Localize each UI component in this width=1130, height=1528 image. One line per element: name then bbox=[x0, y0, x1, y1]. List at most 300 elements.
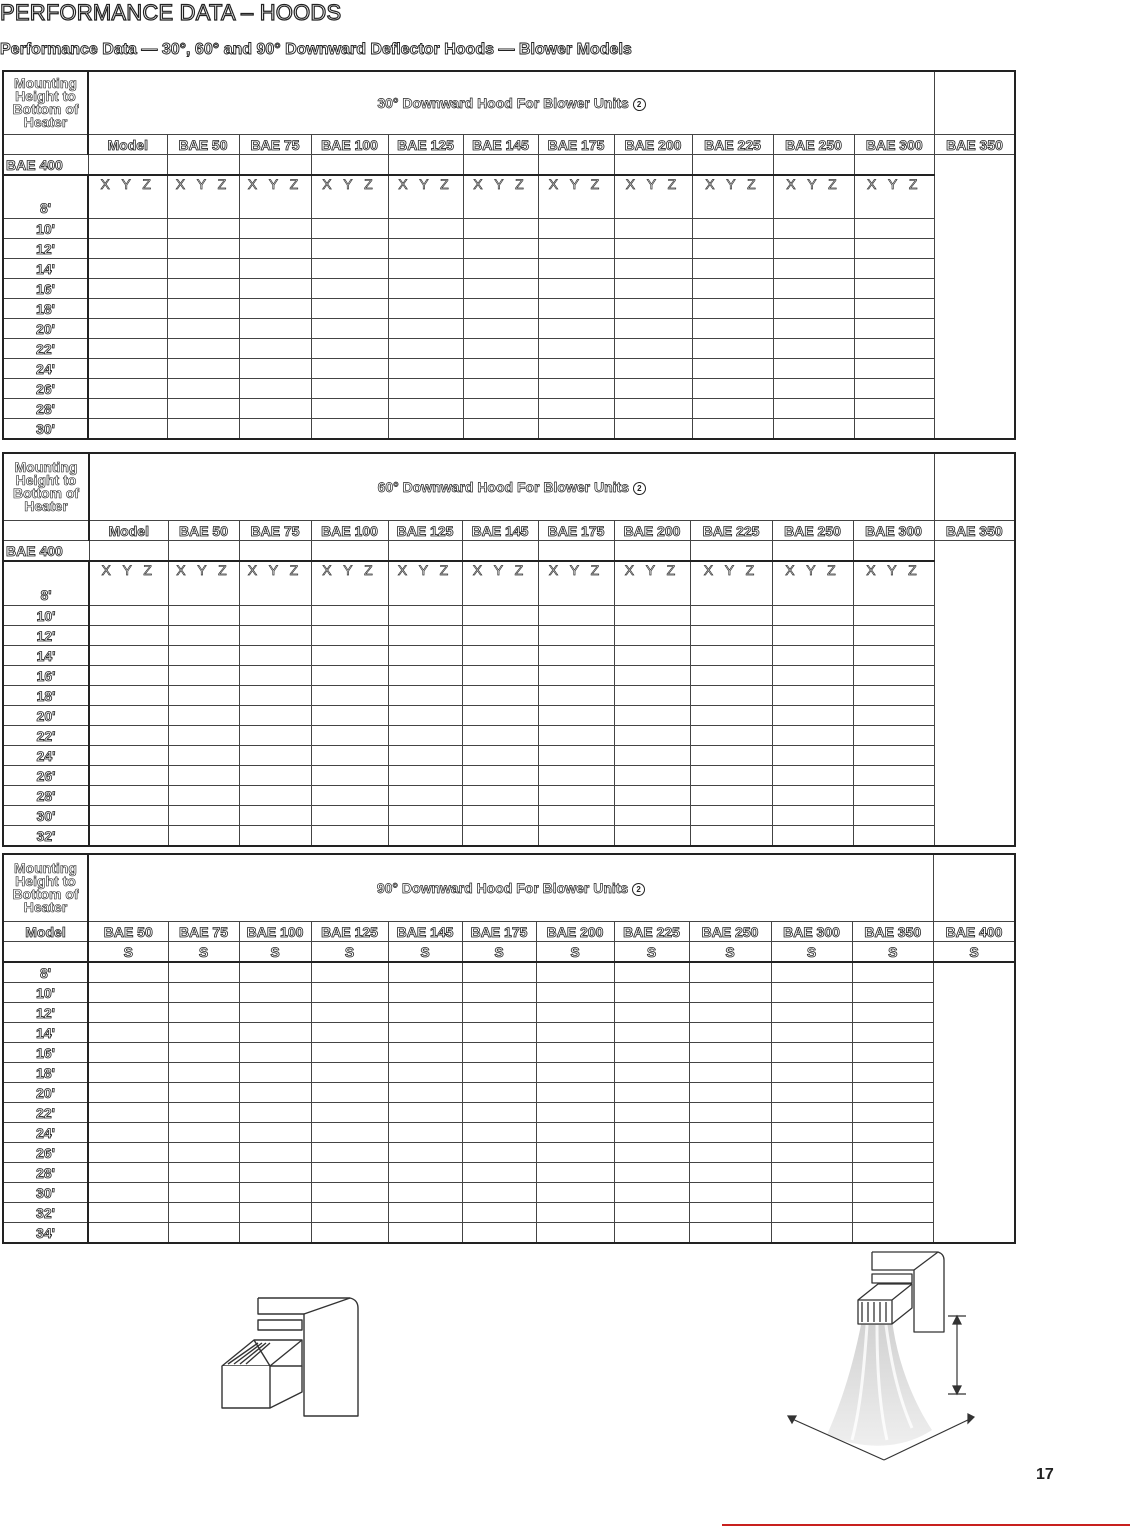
data-cell bbox=[168, 983, 239, 1003]
data-cell bbox=[773, 279, 854, 299]
data-cell bbox=[388, 1063, 462, 1083]
data-cell bbox=[168, 962, 239, 983]
data-cell bbox=[388, 419, 463, 440]
mounting-height-cell: 22' bbox=[3, 1103, 88, 1123]
data-cell bbox=[854, 319, 935, 339]
data-cell bbox=[388, 786, 462, 806]
data-cell bbox=[239, 1063, 311, 1083]
data-cell bbox=[311, 1203, 388, 1223]
data-cell bbox=[536, 1083, 614, 1103]
data-cell bbox=[168, 606, 239, 626]
data-cell bbox=[463, 359, 538, 379]
data-cell bbox=[614, 1203, 689, 1223]
data-cell bbox=[89, 646, 168, 666]
circled-note-icon: 2 bbox=[633, 98, 646, 111]
data-cell bbox=[311, 1043, 388, 1063]
data-cell bbox=[690, 826, 772, 847]
model-header: BAE 225 bbox=[690, 521, 772, 541]
data-cell bbox=[772, 706, 853, 726]
mounting-height-cell: 22' bbox=[3, 726, 89, 746]
mounting-height-cell: 20' bbox=[3, 319, 88, 339]
data-cell bbox=[614, 1023, 689, 1043]
data-cell bbox=[88, 1163, 168, 1183]
data-cell bbox=[311, 1003, 388, 1023]
data-cell bbox=[311, 626, 388, 646]
table-row bbox=[3, 259, 1015, 279]
data-cell: X Y Z bbox=[388, 175, 463, 219]
table-90-degree-hood bbox=[2, 853, 1016, 1244]
data-cell bbox=[614, 1003, 689, 1023]
data-cell bbox=[311, 686, 388, 706]
data-cell bbox=[614, 259, 692, 279]
data-cell bbox=[772, 806, 853, 826]
data-cell: X Y Z bbox=[692, 175, 773, 219]
data-cell bbox=[536, 1163, 614, 1183]
data-cell bbox=[239, 766, 311, 786]
data-cell bbox=[89, 706, 168, 726]
data-cell bbox=[614, 1183, 689, 1203]
s-header: S bbox=[852, 942, 934, 963]
data-cell bbox=[388, 239, 463, 259]
table-row bbox=[3, 359, 1015, 379]
data-cell bbox=[463, 239, 538, 259]
data-cell bbox=[852, 1003, 934, 1023]
data-cell bbox=[239, 983, 311, 1003]
data-cell bbox=[388, 259, 463, 279]
model-header: BAE 300 bbox=[771, 922, 852, 942]
mounting-height-cell: 12' bbox=[3, 239, 88, 259]
data-cell bbox=[239, 319, 311, 339]
data-cell bbox=[462, 1043, 536, 1063]
data-cell bbox=[168, 706, 239, 726]
data-cell bbox=[692, 299, 773, 319]
data-cell bbox=[771, 1143, 852, 1163]
data-cell bbox=[239, 1043, 311, 1063]
data-cell bbox=[538, 806, 614, 826]
data-cell bbox=[536, 1043, 614, 1063]
mounting-height-cell: 30' bbox=[3, 419, 88, 440]
mounting-height-cell: 32' bbox=[3, 826, 89, 847]
data-cell bbox=[854, 279, 935, 299]
data-cell bbox=[773, 219, 854, 239]
data-cell bbox=[462, 1143, 536, 1163]
mounting-height-cell: 28' bbox=[3, 786, 89, 806]
data-cell bbox=[462, 646, 538, 666]
data-cell bbox=[614, 339, 692, 359]
table-row bbox=[3, 983, 1015, 1003]
table-row bbox=[3, 1143, 1015, 1163]
data-cell bbox=[462, 746, 538, 766]
data-cell bbox=[311, 1163, 388, 1183]
s-header: S bbox=[934, 942, 1016, 963]
data-cell bbox=[88, 983, 168, 1003]
data-cell bbox=[536, 1103, 614, 1123]
data-cell bbox=[614, 239, 692, 259]
data-cell bbox=[692, 399, 773, 419]
data-cell bbox=[88, 1103, 168, 1123]
data-cell bbox=[689, 1123, 771, 1143]
data-cell bbox=[388, 1223, 462, 1244]
data-cell bbox=[690, 766, 772, 786]
data-cell bbox=[311, 1223, 388, 1244]
data-cell bbox=[168, 686, 239, 706]
model-header: BAE 100 bbox=[239, 922, 311, 942]
data-cell bbox=[88, 1203, 168, 1223]
data-cell bbox=[614, 399, 692, 419]
data-cell bbox=[614, 686, 690, 706]
mounting-height-cell: 28' bbox=[3, 1163, 88, 1183]
data-cell bbox=[773, 299, 854, 319]
data-cell bbox=[536, 1123, 614, 1143]
data-cell bbox=[538, 319, 614, 339]
mounting-height-cell: 26' bbox=[3, 379, 88, 399]
data-cell bbox=[771, 983, 852, 1003]
data-cell bbox=[388, 646, 462, 666]
data-cell bbox=[690, 646, 772, 666]
data-cell bbox=[239, 399, 311, 419]
data-cell bbox=[536, 1223, 614, 1244]
data-cell bbox=[462, 666, 538, 686]
data-cell bbox=[538, 259, 614, 279]
data-cell bbox=[854, 299, 935, 319]
data-cell bbox=[167, 379, 239, 399]
data-cell bbox=[239, 359, 311, 379]
data-cell bbox=[852, 983, 934, 1003]
data-cell bbox=[311, 786, 388, 806]
data-cell bbox=[614, 219, 692, 239]
data-cell bbox=[772, 626, 853, 646]
s-header: S bbox=[388, 942, 462, 963]
data-cell bbox=[853, 626, 934, 646]
s-header: S bbox=[311, 942, 388, 963]
data-cell bbox=[388, 726, 462, 746]
data-cell bbox=[168, 1183, 239, 1203]
data-cell bbox=[388, 279, 463, 299]
data-cell bbox=[311, 1123, 388, 1143]
data-cell bbox=[168, 1043, 239, 1063]
model-header: BAE 100 bbox=[311, 521, 388, 541]
data-cell bbox=[239, 279, 311, 299]
mounting-height-cell: 10' bbox=[3, 219, 88, 239]
model-header: BAE 145 bbox=[388, 922, 462, 942]
data-cell bbox=[853, 666, 934, 686]
data-cell bbox=[311, 806, 388, 826]
data-cell bbox=[168, 786, 239, 806]
mounting-height-cell: 18' bbox=[3, 299, 88, 319]
data-cell bbox=[88, 1143, 168, 1163]
data-cell bbox=[614, 786, 690, 806]
data-cell bbox=[239, 379, 311, 399]
data-cell bbox=[538, 626, 614, 646]
data-cell bbox=[854, 219, 935, 239]
model-header: BAE 200 bbox=[614, 135, 692, 155]
model-header: BAE 250 bbox=[773, 135, 854, 155]
table-row bbox=[3, 962, 1015, 983]
data-cell bbox=[311, 339, 388, 359]
data-cell bbox=[614, 379, 692, 399]
data-cell bbox=[689, 1083, 771, 1103]
data-cell bbox=[168, 666, 239, 686]
data-cell bbox=[311, 1103, 388, 1123]
data-cell bbox=[239, 626, 311, 646]
data-cell bbox=[689, 1043, 771, 1063]
data-cell bbox=[239, 419, 311, 440]
data-cell bbox=[538, 686, 614, 706]
mounting-height-header: Mounting Height to Bottom of Heater bbox=[3, 854, 88, 922]
data-cell bbox=[538, 826, 614, 847]
mounting-height-cell: 12' bbox=[3, 626, 89, 646]
data-cell: X Y Z bbox=[463, 175, 538, 219]
data-cell bbox=[771, 1083, 852, 1103]
data-cell bbox=[463, 379, 538, 399]
data-cell bbox=[88, 1083, 168, 1103]
data-cell bbox=[463, 259, 538, 279]
data-cell bbox=[89, 666, 168, 686]
mounting-height-cell: 24' bbox=[3, 359, 88, 379]
model-header: BAE 250 bbox=[772, 521, 853, 541]
data-cell: X Y Z bbox=[772, 561, 853, 606]
data-cell bbox=[89, 786, 168, 806]
data-cell: X Y Z bbox=[773, 175, 854, 219]
data-cell bbox=[311, 706, 388, 726]
data-cell bbox=[692, 279, 773, 299]
data-cell bbox=[167, 299, 239, 319]
table-row bbox=[3, 175, 1015, 219]
data-cell: X Y Z bbox=[854, 175, 935, 219]
data-cell bbox=[614, 666, 690, 686]
s-header: S bbox=[239, 942, 311, 963]
data-cell bbox=[690, 686, 772, 706]
data-cell bbox=[239, 1183, 311, 1203]
data-cell bbox=[462, 1203, 536, 1223]
data-cell bbox=[536, 1183, 614, 1203]
data-cell bbox=[852, 1083, 934, 1103]
data-cell bbox=[536, 983, 614, 1003]
model-overflow-row bbox=[3, 155, 1015, 176]
data-cell bbox=[771, 1183, 852, 1203]
model-header: BAE 225 bbox=[692, 135, 773, 155]
table-row bbox=[3, 319, 1015, 339]
data-cell bbox=[388, 339, 463, 359]
data-cell bbox=[538, 399, 614, 419]
mounting-height-cell: 14' bbox=[3, 1023, 88, 1043]
table-row bbox=[3, 1163, 1015, 1183]
data-cell bbox=[239, 826, 311, 847]
table-row bbox=[3, 766, 1015, 786]
mounting-height-cell: 10' bbox=[3, 983, 88, 1003]
data-cell bbox=[239, 259, 311, 279]
table-row bbox=[3, 726, 1015, 746]
model-header: BAE 250 bbox=[689, 922, 771, 942]
data-cell bbox=[689, 1063, 771, 1083]
data-cell bbox=[852, 1063, 934, 1083]
data-cell bbox=[462, 1163, 536, 1183]
data-cell bbox=[239, 746, 311, 766]
data-cell bbox=[689, 1143, 771, 1163]
hood-title-60: 60° Downward Hood For Blower Units 2 bbox=[89, 453, 934, 521]
data-cell bbox=[239, 646, 311, 666]
data-cell bbox=[388, 606, 462, 626]
data-cell bbox=[388, 319, 463, 339]
table-row bbox=[3, 399, 1015, 419]
data-cell bbox=[168, 1163, 239, 1183]
table-row bbox=[3, 1223, 1015, 1244]
model-header: BAE 75 bbox=[168, 922, 239, 942]
data-cell bbox=[168, 726, 239, 746]
data-cell bbox=[388, 626, 462, 646]
data-cell bbox=[88, 962, 168, 983]
data-cell bbox=[167, 339, 239, 359]
data-cell bbox=[614, 1223, 689, 1244]
data-cell bbox=[536, 1023, 614, 1043]
data-cell bbox=[89, 606, 168, 626]
circled-note-icon: 2 bbox=[633, 482, 646, 495]
data-cell bbox=[88, 299, 167, 319]
model-header: BAE 175 bbox=[538, 135, 614, 155]
mounting-height-cell: 18' bbox=[3, 686, 89, 706]
data-cell bbox=[239, 962, 311, 983]
data-cell bbox=[538, 646, 614, 666]
mounting-height-cell: 24' bbox=[3, 1123, 88, 1143]
data-cell bbox=[388, 1103, 462, 1123]
data-cell bbox=[311, 726, 388, 746]
table-row bbox=[3, 1103, 1015, 1123]
data-cell bbox=[239, 1223, 311, 1244]
model-header: BAE 400 bbox=[3, 155, 88, 176]
data-cell bbox=[689, 1023, 771, 1043]
table-row bbox=[3, 1003, 1015, 1023]
data-cell bbox=[311, 666, 388, 686]
data-cell bbox=[239, 1003, 311, 1023]
data-cell bbox=[614, 962, 689, 983]
data-cell bbox=[773, 379, 854, 399]
data-cell bbox=[614, 726, 690, 746]
data-cell bbox=[239, 339, 311, 359]
data-cell bbox=[239, 1083, 311, 1103]
data-cell bbox=[168, 826, 239, 847]
data-cell bbox=[772, 686, 853, 706]
data-cell bbox=[689, 1163, 771, 1183]
data-cell bbox=[538, 339, 614, 359]
model-header: BAE 200 bbox=[536, 922, 614, 942]
data-cell bbox=[311, 299, 388, 319]
table-row bbox=[3, 299, 1015, 319]
data-cell bbox=[239, 1143, 311, 1163]
data-cell bbox=[538, 299, 614, 319]
data-cell bbox=[614, 279, 692, 299]
data-cell bbox=[771, 1163, 852, 1183]
model-label: Model bbox=[88, 135, 167, 155]
mounting-height-cell: 22' bbox=[3, 339, 88, 359]
data-cell bbox=[614, 626, 690, 646]
data-cell bbox=[462, 1003, 536, 1023]
data-cell bbox=[614, 706, 690, 726]
data-cell bbox=[239, 219, 311, 239]
mounting-height-cell: 20' bbox=[3, 1083, 88, 1103]
data-cell bbox=[538, 379, 614, 399]
data-cell bbox=[772, 606, 853, 626]
data-cell bbox=[689, 1203, 771, 1223]
table-row bbox=[3, 806, 1015, 826]
data-cell bbox=[311, 983, 388, 1003]
hood-title-90: 90° Downward Hood For Blower Units 2 bbox=[88, 854, 934, 922]
data-cell bbox=[89, 686, 168, 706]
table-60-degree-hood bbox=[2, 452, 1016, 847]
data-cell bbox=[88, 1123, 168, 1143]
data-cell bbox=[614, 746, 690, 766]
s-header: S bbox=[536, 942, 614, 963]
heater-hood-illustration bbox=[218, 1296, 363, 1421]
data-cell bbox=[311, 279, 388, 299]
mounting-height-cell: 16' bbox=[3, 1043, 88, 1063]
data-cell bbox=[88, 339, 167, 359]
data-cell bbox=[462, 626, 538, 646]
data-cell bbox=[168, 1063, 239, 1083]
data-cell: X Y Z bbox=[690, 561, 772, 606]
heater-airflow-illustration bbox=[782, 1250, 977, 1464]
table-row bbox=[3, 1083, 1015, 1103]
data-cell bbox=[853, 726, 934, 746]
model-label: Model bbox=[3, 922, 88, 942]
data-cell bbox=[462, 806, 538, 826]
table-row bbox=[3, 626, 1015, 646]
data-cell bbox=[853, 646, 934, 666]
page-subtitle: Performance Data — 30°, 60° and 90° Downward Deflector Hoods — Blower Models bbox=[0, 41, 632, 58]
data-cell bbox=[771, 962, 852, 983]
data-cell bbox=[239, 299, 311, 319]
data-cell bbox=[167, 279, 239, 299]
data-cell bbox=[239, 1203, 311, 1223]
data-cell bbox=[239, 606, 311, 626]
data-cell bbox=[388, 299, 463, 319]
data-cell bbox=[388, 1203, 462, 1223]
data-cell bbox=[614, 1043, 689, 1063]
table-row bbox=[3, 646, 1015, 666]
data-cell bbox=[536, 1063, 614, 1083]
data-cell bbox=[311, 746, 388, 766]
data-cell: X Y Z bbox=[167, 175, 239, 219]
data-cell bbox=[853, 806, 934, 826]
data-cell bbox=[462, 983, 536, 1003]
data-cell bbox=[773, 239, 854, 259]
data-cell bbox=[462, 766, 538, 786]
s-header: S bbox=[88, 942, 168, 963]
data-cell bbox=[853, 686, 934, 706]
data-cell bbox=[239, 1163, 311, 1183]
table-row bbox=[3, 239, 1015, 259]
data-cell bbox=[463, 319, 538, 339]
data-cell bbox=[239, 239, 311, 259]
data-cell bbox=[388, 686, 462, 706]
model-header-row bbox=[3, 922, 1015, 942]
mounting-height-cell: 26' bbox=[3, 1143, 88, 1163]
mounting-height-cell: 32' bbox=[3, 1203, 88, 1223]
data-cell bbox=[538, 746, 614, 766]
data-cell bbox=[771, 1023, 852, 1043]
data-cell bbox=[463, 399, 538, 419]
data-cell bbox=[538, 726, 614, 746]
data-cell bbox=[388, 1043, 462, 1063]
data-cell bbox=[388, 766, 462, 786]
table-row bbox=[3, 786, 1015, 806]
data-cell: X Y Z bbox=[89, 561, 168, 606]
data-cell bbox=[614, 359, 692, 379]
data-cell bbox=[168, 646, 239, 666]
table-row bbox=[3, 1203, 1015, 1223]
data-cell bbox=[463, 299, 538, 319]
data-cell bbox=[311, 359, 388, 379]
table-row bbox=[3, 826, 1015, 847]
